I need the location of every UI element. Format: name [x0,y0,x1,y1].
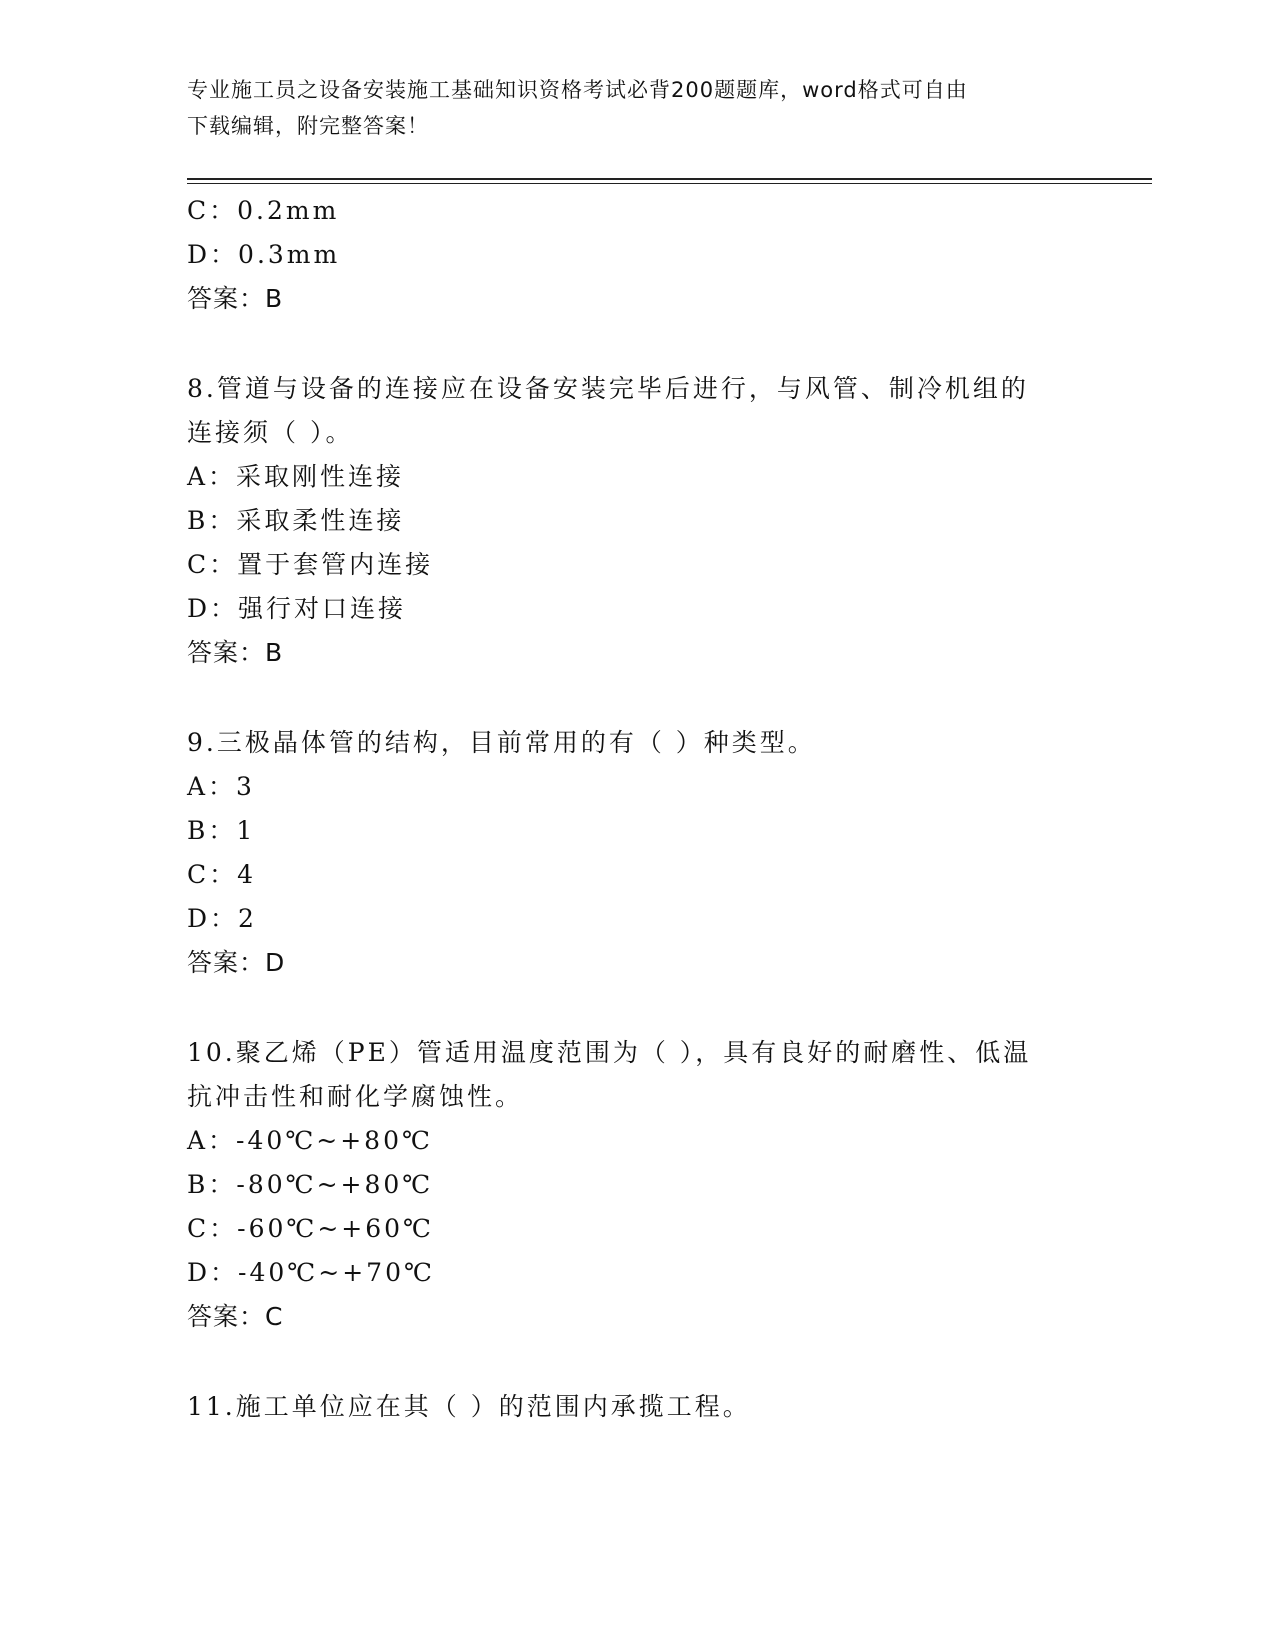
header-rule-thick [187,178,1152,180]
q9-option-c: C：4 [187,860,257,889]
q8-option-a: A：采取刚性连接 [187,462,405,491]
q10-option-d: D：-40℃~+70℃ [187,1258,435,1287]
q7-answer: 答案：B [187,284,284,313]
q10-answer: 答案：C [187,1302,284,1331]
header-rule-thin [187,183,1152,184]
q7-option-c: C：0.2mm [187,196,340,225]
header-title-line-2: 下载编辑，附完整答案！ [187,114,429,138]
q10-option-b: B：-80℃~+80℃ [187,1170,434,1199]
q8-option-b: B：采取柔性连接 [187,506,405,535]
q10-stem-line-1: 10.聚乙烯（PE）管适用温度范围为（ ），具有良好的耐磨性、低温 [187,1038,1032,1067]
header-title-line-1: 专业施工员之设备安装施工基础知识资格考试必背200题题库，word格式可自由 [187,78,968,102]
q8-option-c: C：置于套管内连接 [187,550,434,579]
q7-option-d: D：0.3mm [187,240,341,269]
q8-stem-line-1: 8.管道与设备的连接应在设备安装完毕后进行，与风管、制冷机组的 [187,374,1029,403]
q9-stem: 9.三极晶体管的结构，目前常用的有（ ）种类型。 [187,728,816,757]
q10-option-a: A：-40℃~+80℃ [187,1126,433,1155]
document-header [187,72,1067,144]
q9-option-d: D：2 [187,904,257,933]
q9-option-b: B：1 [187,816,256,845]
q10-stem-line-2: 抗冲击性和耐化学腐蚀性。 [187,1082,524,1111]
q8-stem-line-2: 连接须（ ）。 [187,418,354,447]
q11-stem: 11.施工单位应在其（ ）的范围内承揽工程。 [187,1392,751,1421]
q8-answer: 答案：B [187,638,284,667]
q8-option-d: D：强行对口连接 [187,594,407,623]
q9-option-a: A：3 [187,772,255,801]
q10-option-c: C：-60℃~+60℃ [187,1214,435,1243]
q9-answer: 答案：D [187,948,286,977]
